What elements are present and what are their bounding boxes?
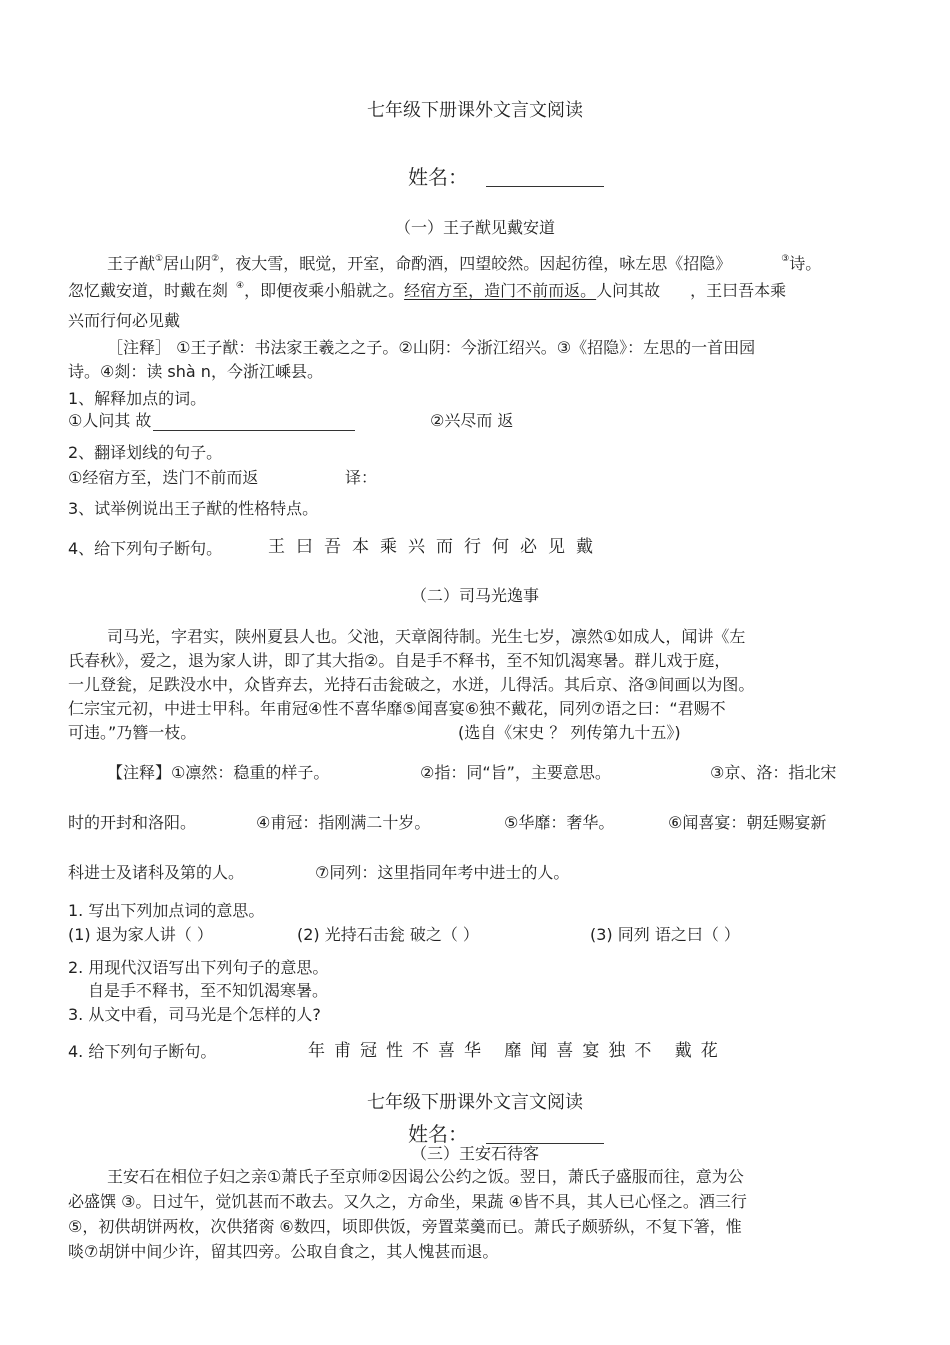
s2-question-1c: (3) 同列 语之曰（ ） <box>590 925 740 944</box>
s2-note-2b: ④甫冠：指刚满二十岁。 <box>256 813 431 832</box>
s3-paragraph-line-2: 必盛馔 ③。日过午，觉饥甚而不敢去。又久之，方命坐，果蔬 ④皆不具，其人已心怪之。酒三行 <box>68 1192 747 1211</box>
s1-paragraph-line-2: 忽忆戴安道，时戴在剡 ④，即便夜乘小船就之。经宿方至，造门不前而返。人问其故 ，王曰吾本乘 <box>68 281 787 300</box>
s2-question-4: 4. 给下列句子断句。 <box>68 1042 217 1061</box>
s2-punctuation-sentence: 年甫冠性不喜华 靡闻喜宴独不 戴花 <box>308 1041 727 1061</box>
s1-paragraph-line-1: 王子猷①居山阴②，夜大雪，眠觉，开室，命酌酒，四望皎然。因起彷徨，咏左思《招隐》 ③诗。 <box>107 254 822 273</box>
name-blank[interactable] <box>486 168 604 187</box>
s2-note-2c: ⑤华靡：奢华。 <box>504 813 615 832</box>
page-2-name-line <box>408 1124 604 1144</box>
s1-question-4: 4、给下列句子断句。 <box>68 539 223 558</box>
s1-question-1b: ②兴尽而 返 <box>430 411 514 430</box>
s2-question-3: 3. 从文中看，司马光是个怎样的人? <box>68 1005 321 1024</box>
s2-note-1b: ②指：同“旨”，主要意思。 <box>420 763 611 782</box>
section-2-heading: （二）司马光逸事 <box>410 586 539 605</box>
s1-question-1: 1、解释加点的词。 <box>68 389 207 408</box>
s2-note-1a: 【注释】①凛然：稳重的样子。 <box>107 763 330 782</box>
s2-note-2d: ⑥闻喜宴：朝廷赐宴新 <box>668 813 827 832</box>
s1-paragraph-line-3: 兴而行何必见戴 <box>68 311 181 330</box>
s2-note-2a: 时的开封和洛阳。 <box>68 813 197 832</box>
s1-question-2: 2、翻译划线的句子。 <box>68 443 223 462</box>
s2-source: (选自《宋史 ？ 列传第九十五》) <box>458 723 681 742</box>
page-2-name-blank[interactable] <box>486 1125 604 1144</box>
s2-question-2a: 自是手不释书，至不知饥渴寒暑。 <box>88 981 329 1000</box>
s3-paragraph-line-3: ⑤，初供胡饼两枚，次供猪脔 ⑥数四，顷即供饭，旁置菜羹而已。萧氏子颇骄纵，不复下箸，惟 <box>68 1217 742 1236</box>
s1-punctuation-sentence: 王曰吾本乘兴而行何必见戴 <box>268 537 604 557</box>
s1-question-3: 3、试举例说出王子猷的性格特点。 <box>68 499 319 518</box>
s2-question-1: 1. 写出下列加点词的意思。 <box>68 901 265 920</box>
name-label: 姓名： <box>408 1122 468 1146</box>
s2-paragraph-line-2: 氏春秋》，爱之，退为家人讲，即了其大指②。自是手不释书，至不知饥渴寒暑。群儿戏于庭， <box>68 651 731 670</box>
s2-question-2: 2. 用现代汉语写出下列句子的意思。 <box>68 958 329 977</box>
s2-paragraph-line-5: 可违。”乃簪一枝。 <box>68 723 197 742</box>
name-label: 姓名： <box>408 165 468 189</box>
s1-translate-label: 译： <box>345 468 378 487</box>
page-title: 七年级下册课外文言文阅读 <box>367 100 583 121</box>
s3-paragraph-line-1: 王安石在相位子妇之亲①萧氏子至京师②因谒公公约之饭。翌日，萧氏子盛服而往，意为公 <box>107 1167 744 1186</box>
name-line <box>408 167 604 187</box>
s1-question-1a: ①人问其 故 <box>68 411 355 431</box>
section-1-heading: （一）王子猷见戴安道 <box>394 218 555 237</box>
s2-paragraph-line-1: 司马光，字君实，陕州夏县人也。父池，天章阁待制。光生七岁，凛然①如成人，闻讲《左 <box>107 627 746 646</box>
s1-question-2a: ①经宿方至，迭门不前而返 <box>68 468 259 487</box>
s2-question-1b: (2) 光持石击瓮 破之（ ） <box>297 925 479 944</box>
s2-question-1a: (1) 退为家人讲（ ） <box>68 925 213 944</box>
s1-note-line-2: 诗。④剡：读 shà n，今浙江嵊县。 <box>68 362 323 381</box>
s1-note-line-1: ［注释］ ①王子猷：书法家王羲之之子。②山阴：今浙江绍兴。③《招隐》：左思的一首田园 <box>107 338 756 357</box>
s2-paragraph-line-4: 仁宗宝元初，中进士甲科。年甫冠④性不喜华靡⑤闻喜宴⑥独不戴花，同列⑦语之曰：“君赐不 <box>68 699 726 718</box>
s2-note-3a: 科进士及诸科及第的人。 <box>68 863 245 882</box>
page-2-title: 七年级下册课外文言文阅读 <box>367 1092 583 1113</box>
answer-blank-1a[interactable] <box>153 412 355 431</box>
s2-note-3b: ⑦同列：这里指同年考中进士的人。 <box>315 863 570 882</box>
s2-paragraph-line-3: 一儿登瓮，足跌没水中，众皆弃去，光持石击瓮破之，水迸，儿得活。其后京、洛③间画以为图。 <box>68 675 755 694</box>
section-3-heading: （三）王安石待客 <box>410 1144 539 1163</box>
underlined-sentence: 经宿方至，造门不前而返。 <box>404 281 597 300</box>
s3-paragraph-line-4: 啖⑦胡饼中间少许，留其四旁。公取自食之，其人愧甚而退。 <box>68 1242 499 1261</box>
s2-note-1c: ③京、洛：指北宋 <box>710 763 837 782</box>
